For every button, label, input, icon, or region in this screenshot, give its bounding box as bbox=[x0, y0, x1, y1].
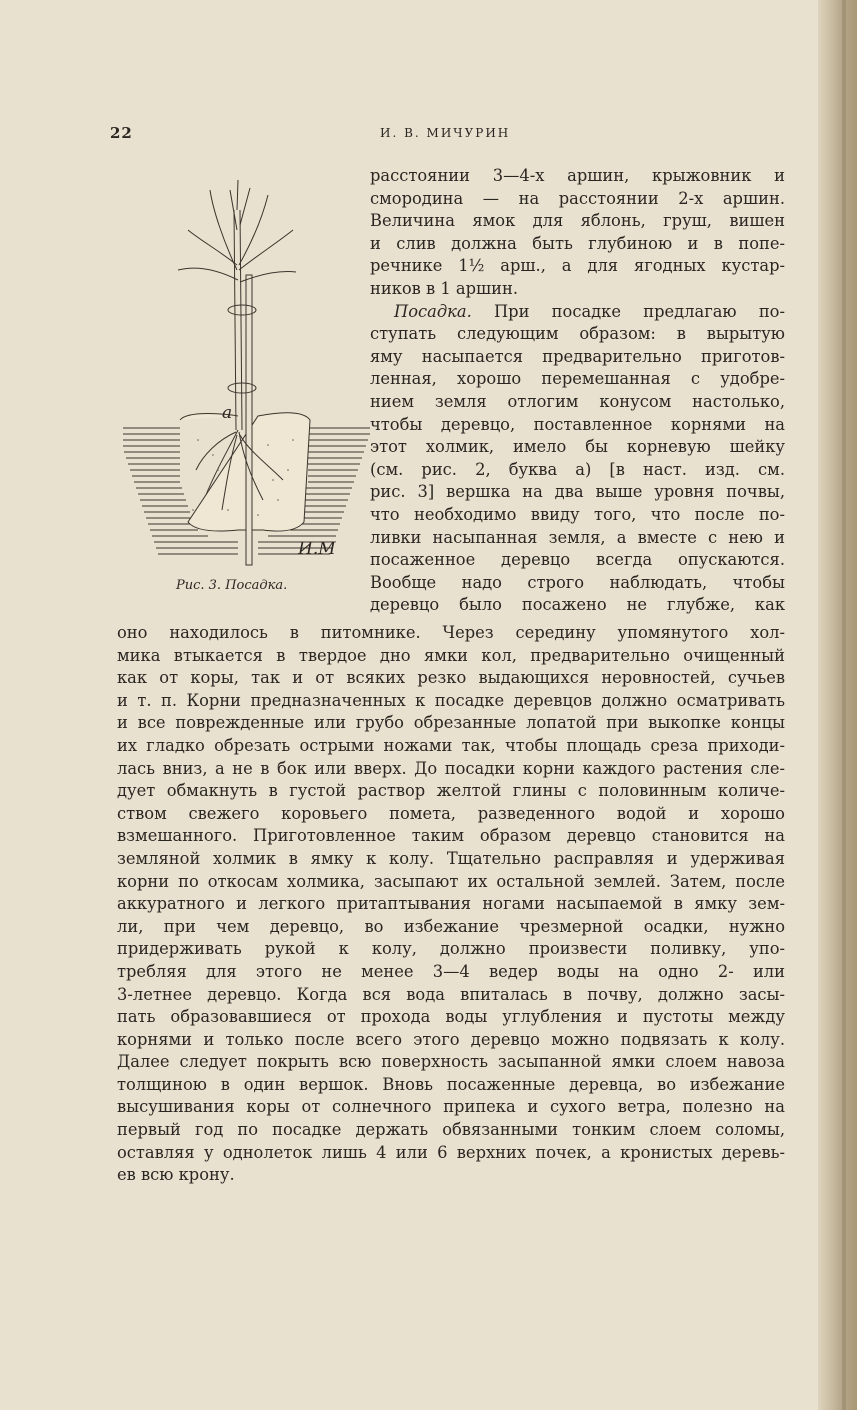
text-line: требляя для этого не менее 3—4 ведер воды на одно 2- или bbox=[117, 961, 785, 981]
text-line: нием земля отлогим конусом настолько, bbox=[370, 391, 785, 411]
text-line: дует обмакнуть в густой раствор желтой глины с половинным количе- bbox=[117, 781, 785, 801]
text-line: Далее следует покрыть всю поверхность засыпанной ямки слоем навоза bbox=[117, 1052, 785, 1072]
narrow-column-text bbox=[370, 165, 785, 617]
soil-mound bbox=[180, 413, 310, 531]
text-line: придерживать рукой к колу, должно произвести поливку, упо- bbox=[117, 939, 785, 959]
text-line: корнями и только после всего этого деревцо можно подвязать к колу. bbox=[117, 1029, 785, 1049]
text-line: чтобы деревцо, поставленное корнями на bbox=[370, 414, 785, 434]
text-line: высушивания коры от солнечного припека и сухого ветра, полезно на bbox=[117, 1097, 785, 1117]
text-line: и все поврежденные или грубо обрезанные лопатой при выкопке концы bbox=[117, 713, 785, 733]
page-header bbox=[110, 124, 785, 144]
text-line: оно находилось в питомнике. Через середину упомянутого хол- bbox=[117, 623, 785, 642]
tree-branches bbox=[178, 180, 296, 282]
text-line: первый год по посадке держать обвязанными тонким слоем соломы, bbox=[117, 1120, 785, 1140]
text-line: яму насыпается предварительно приготов- bbox=[370, 346, 785, 366]
text-line: расстоянии 3—4-х аршин, крыжовник и bbox=[370, 166, 785, 185]
text-line: посаженное деревцо всегда опускаются. bbox=[370, 550, 785, 570]
text-line: аккуратного и легкого притаптывания ногами насыпаемой в ямку зем- bbox=[117, 894, 785, 914]
text-line: лась вниз, а не в бок или вверх. До посадки корни каждого растения сле- bbox=[117, 758, 785, 778]
text-line: речнике 1½ арш., а для ягодных кустар- bbox=[370, 256, 785, 276]
text-line: ленная, хорошо перемешанная с удобре- bbox=[370, 369, 785, 389]
planting-illustration bbox=[118, 170, 380, 610]
artist-monogram: И.М bbox=[298, 539, 336, 559]
text-line: корни по откосам холмика, засыпают их остальной землей. Затем, после bbox=[117, 871, 785, 891]
text-line: рис. 3] вершка на два выше уровня почвы, bbox=[370, 482, 785, 502]
text-line: их гладко обрезать острыми ножами так, чтобы площадь среза приходи- bbox=[117, 735, 785, 755]
text-line: и слив должна быть глубиною и в попе- bbox=[370, 233, 785, 253]
text-line: толщиною в один вершок. Вновь посаженные деревца, во избежание bbox=[117, 1074, 785, 1094]
text-line: Вообще надо строго наблюдать, чтобы bbox=[370, 572, 785, 592]
text-line: ев всю крону. bbox=[117, 1165, 235, 1185]
text-line: ли, при чем деревцо, во избежание чрезмерной осадки, нужно bbox=[117, 916, 785, 936]
text-line: что необходимо ввиду того, что после по- bbox=[370, 504, 785, 524]
text-line: деревцо было посажено не глубже, как bbox=[370, 595, 785, 615]
text-line: пать образовавшиеся от прохода воды углубления и пустоты между bbox=[117, 1007, 785, 1027]
text-line: ников в 1 аршин. bbox=[370, 278, 519, 298]
wide-column-text bbox=[117, 622, 785, 1187]
text-line: взмешанного. Приготовленное таким образом деревцо становится на bbox=[117, 826, 785, 846]
text-line: оставляя у однолеток лишь 4 или 6 верхних почек, а кронистых деревь- bbox=[117, 1142, 785, 1162]
running-title: И. В. МИЧУРИН bbox=[380, 126, 511, 140]
text-line: ливки насыпанная земля, а вместе с нею и bbox=[370, 527, 785, 547]
tree-trunk bbox=[234, 210, 242, 430]
text-line: мика втыкается в твердое дно ямки кол, предварительно очищенный bbox=[117, 645, 785, 665]
page-binding-line bbox=[842, 0, 846, 1410]
text-line: земляной холмик в ямку к колу. Тщательно расправляя и удерживая bbox=[117, 848, 785, 868]
section-start-line bbox=[370, 301, 785, 324]
text-line: ством свежего коровьего помета, разведенного водой и хорошо bbox=[117, 803, 785, 823]
text-line: этот холмик, имело бы корневую шейку bbox=[370, 437, 785, 457]
text-line: как от коры, так и от всяких резко выдающихся неровностей, сучьев bbox=[117, 668, 785, 688]
root-collar-label: а bbox=[222, 403, 233, 423]
figure-caption: Рис. 3. Посадка. bbox=[176, 578, 288, 593]
page-number: 22 bbox=[110, 124, 133, 142]
page-edge-shadow bbox=[818, 0, 857, 1410]
stake bbox=[246, 275, 252, 565]
text-line: 3-летнее деревцо. Когда вся вода впиталась в почву, должно засы- bbox=[117, 984, 785, 1004]
text-line: (см. рис. 2, буква а) [в наст. изд. см. bbox=[370, 459, 785, 479]
text-line: и т. п. Корни предназначенных к посадке деревцов должно осматривать bbox=[117, 690, 785, 710]
text-line: смородина — на расстоянии 2-х аршин. bbox=[370, 188, 785, 208]
text-line: ступать следующим образом: в вырытую bbox=[370, 324, 785, 344]
planting-drawing bbox=[118, 170, 380, 580]
section-first-line: При посадке предлагаю по- bbox=[471, 301, 785, 321]
text-line: Величина ямок для яблонь, груш, вишен bbox=[370, 211, 785, 231]
section-title: Посадка. bbox=[394, 301, 472, 321]
